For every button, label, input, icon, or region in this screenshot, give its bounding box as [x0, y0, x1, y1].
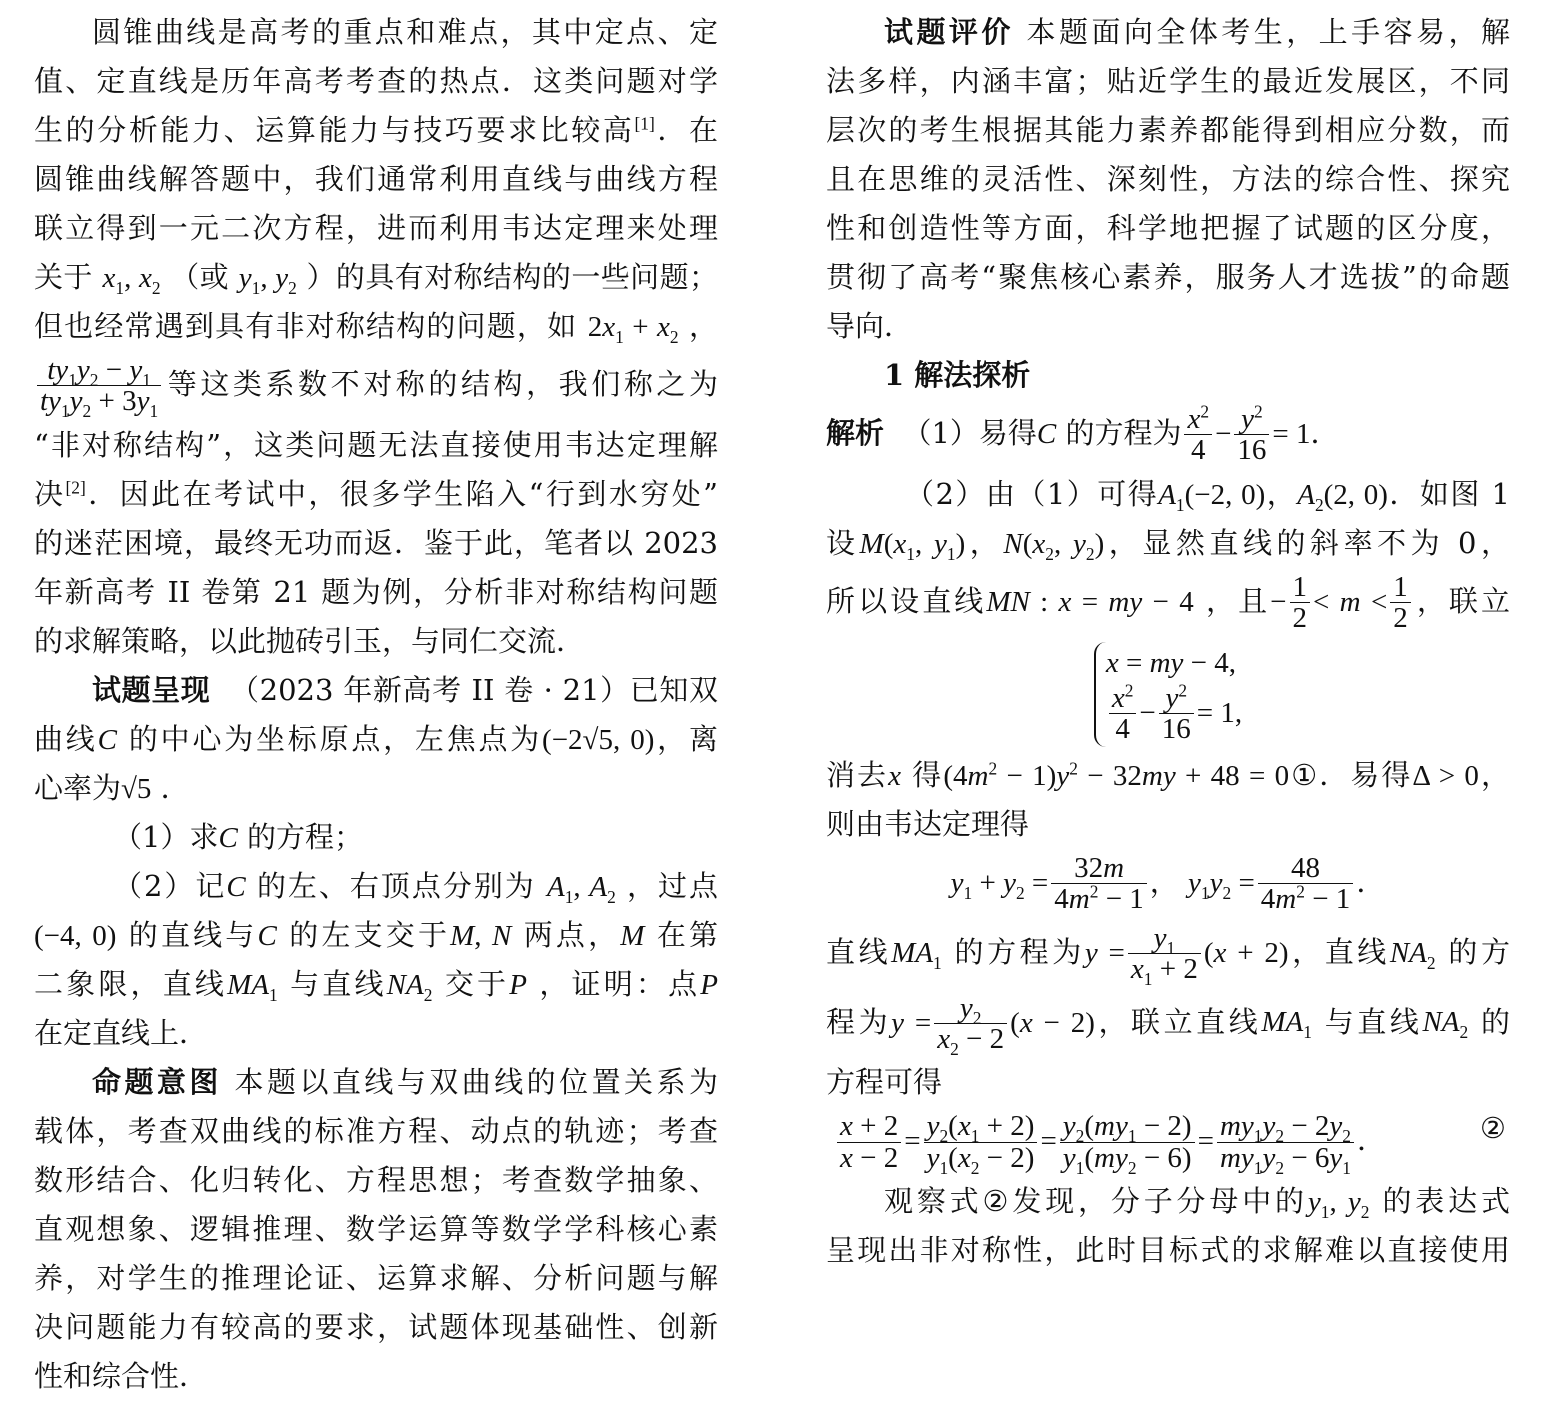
intro-line-1: 圆锥曲线是高考的重点和难点，其中定点、定: [92, 15, 718, 49]
problem-heading: 试题呈现: [92, 672, 211, 707]
intro-line-6: 关于 $x_1$, $x_2$ （或 $y_1$, $y_2$ ）的具有对称结构的一些问题；: [34, 260, 719, 298]
evaluation-line-4: 且在思维的灵活性、深刻性，方法的综合性、探究: [826, 162, 1510, 196]
problem-part-2-line-4: 在定直线上．: [34, 1015, 209, 1050]
section-title: 1 解法探析: [884, 358, 1031, 392]
right-column: [826, 8, 1510, 1275]
solution-heading: 解析: [826, 415, 885, 450]
intro-line-5: 联立得到一元二次方程，进而利用韦达定理来处理: [34, 211, 718, 245]
intro-line-8: $\frac{ty_1y_2 - y_1}{ty_1y_2 + 3y_1}$ 等这类系数不对称的结构，我们称之为: [34, 351, 718, 421]
problem-line-2: 曲线C 的中心为坐标原点，左焦点为(−2√5, 0)，离: [34, 721, 718, 756]
intent-line-4: 直观想象、逻辑推理、数学运算等数学学科核心素: [34, 1211, 718, 1246]
intro-line-2: 值、定直线是历年高考考查的热点．这类问题对学: [34, 64, 718, 98]
evaluation-line-1: 试题评价 本题面向全体考生，上手容易，解: [884, 15, 1510, 49]
solution-line-6: 则由韦达定理得: [826, 806, 1030, 841]
intro-line-11: 的迷茫困境，最终无功而返．鉴于此，笔者以 2023: [34, 525, 718, 560]
intent-line-5: 养，对学生的推理论证、运算求解、分析问题与解: [34, 1260, 718, 1295]
problem-part-2-line-1: （2）记C 的左、右顶点分别为 $A_1$, $A_2$ ，过点: [113, 868, 718, 907]
evaluation-line-2: 法多样，内涵丰富；贴近学生的最近发展区，不同: [826, 64, 1510, 98]
problem-line-1: 试题呈现 （2023 年新高考 II 卷 · 21）已知双: [92, 672, 718, 707]
citation-1: [1]: [634, 113, 655, 134]
intent-heading: 命题意图: [92, 1064, 222, 1099]
problem-line-3: 心率为√5 ．: [34, 770, 190, 805]
problem-part-2-line-3: 二象限，直线$MA_1$ 与直线$NA_2$ 交于P ，证明：点P: [34, 966, 718, 1005]
solution-line-2: （2）由（1）可得$A_1(-2$, 0)，$A_2(2$, 0)．如图 1: [905, 476, 1510, 515]
problem-part-1: （1）求C 的方程；: [113, 819, 364, 854]
solution-line-7: 直线$MA_1$ 的方程为y = $\frac{y_1}{x_1 + 2}$ (x + 2)，直线$NA_2$ 的方: [826, 921, 1510, 989]
problem-part-2-line-2: (−4, 0) 的直线与C 的左支交于M, N 两点，M 在第: [34, 917, 719, 952]
intro-line-7: 但也经常遇到具有非对称结构的问题，如 $2x_1 + x_2$ ，: [34, 309, 719, 347]
solution-line-11: 呈现出非对称性，此时目标式的求解难以直接使用: [826, 1233, 1510, 1268]
intro-line-12: 年新高考 II 卷第 21 题为例，分析非对称结构问题: [34, 574, 718, 609]
evaluation-line-6: 贯彻了高考“聚焦核心素养，服务人才选拔”的命题: [826, 260, 1510, 294]
solution-line-4: 所以设直线MN : x = my − 4 ，且− $\frac{1}{2}$ < m < $\frac{1}{2}$ ，联立: [826, 570, 1510, 635]
intent-line-6: 决问题能力有较高的要求，试题体现基础性、创新: [34, 1309, 718, 1344]
evaluation-line-7: 导向．: [826, 309, 914, 343]
citation-2: [2]: [65, 477, 86, 498]
left-column: [34, 8, 718, 1401]
solution-line-5: 消去x 得$(4m^2 - 1)y^2 - 32my + 48$ = 0①．易得Δ > 0，: [826, 757, 1510, 792]
evaluation-heading: 试题评价: [884, 15, 1014, 49]
intro-line-13: 的求解策略，以此抛砖引玉，与同仁交流．: [34, 623, 586, 658]
solution-line-8: 程为y = $\frac{y_2}{x_2 - 2}$ (x − 2)，联立直线$MA_1$ 与直线$NA_2$ 的: [826, 991, 1511, 1059]
intent-line-1: 命题意图 本题以直线与双曲线的位置关系为: [92, 1064, 718, 1099]
equation-marker-1: ①: [1289, 757, 1320, 792]
asym-fraction: $\frac{ty_1y_2 - y_1}{ty_1y_2 + 3y_1}$: [37, 355, 161, 417]
vieta-formulas: $y_1 + y_2$ = $\frac{32m}{4m^2 - 1}$ ， $y_1y_2$ = $\frac{48}{4m^2 - 1}$ ．: [950, 851, 1386, 916]
intro-line-4: 圆锥曲线解答题中，我们通常利用直线与曲线方程: [34, 162, 718, 196]
equation-system: [826, 638, 1510, 751]
intro-line-3: 生的分析能力、运算能力与技巧要求比较高[1]．在: [34, 113, 718, 147]
intent-line-2: 载体，考查双曲线的标准方程、动点的轨迹；考查: [34, 1113, 718, 1148]
solution-line-1: 解析 （1）易得C 的方程为 $\frac{x^2}{4}$ − $\frac{y^2}{16}$ = 1．: [826, 401, 1340, 467]
brace-system: x = my − 4, $\frac{x^2}{4}$ − $\frac{y^2}{16}$ = 1,: [1094, 642, 1242, 747]
equation-marker-2: ②: [1480, 1111, 1506, 1146]
evaluation-line-3: 层次的考生根据其能力素养都能得到相应分数，而: [826, 113, 1510, 147]
intent-line-3: 数形结合、化归转化、方程思想；考查数学抽象、: [34, 1162, 718, 1197]
solution-line-10: 观察式②发现，分子分母中的$y_1$, $y_2$ 的表达式: [884, 1184, 1510, 1223]
intro-line-9: “非对称结构”，这类问题无法直接使用韦达定理解: [34, 427, 718, 462]
evaluation-line-5: 性和创造性等方面，科学地把握了试题的区分度，: [826, 211, 1510, 245]
equation-2: $\frac{x + 2}{x - 2}$ = $\frac{y_2(x_1 + 2)}{y_1(x_2 - 2)}$ = $\frac{y_2(my_1 - 2)}{y_1(my_2 - 6)}$ = $\frac{my_1y_2 - 2y_2}{my_1y_2 - 6y_1}$ ． ②: [826, 1107, 1510, 1177]
solution-line-9: 方程可得: [826, 1065, 943, 1100]
intent-line-7: 性和综合性．: [34, 1358, 209, 1393]
intro-line-10: 决[2]．因此在考试中，很多学生陷入“行到水穷处”: [34, 476, 718, 511]
solution-line-3: 设$M(x_1$, $y_1$)，$N(x_2$, $y_2$)，显然直线的斜率不为 0，: [826, 525, 1510, 564]
